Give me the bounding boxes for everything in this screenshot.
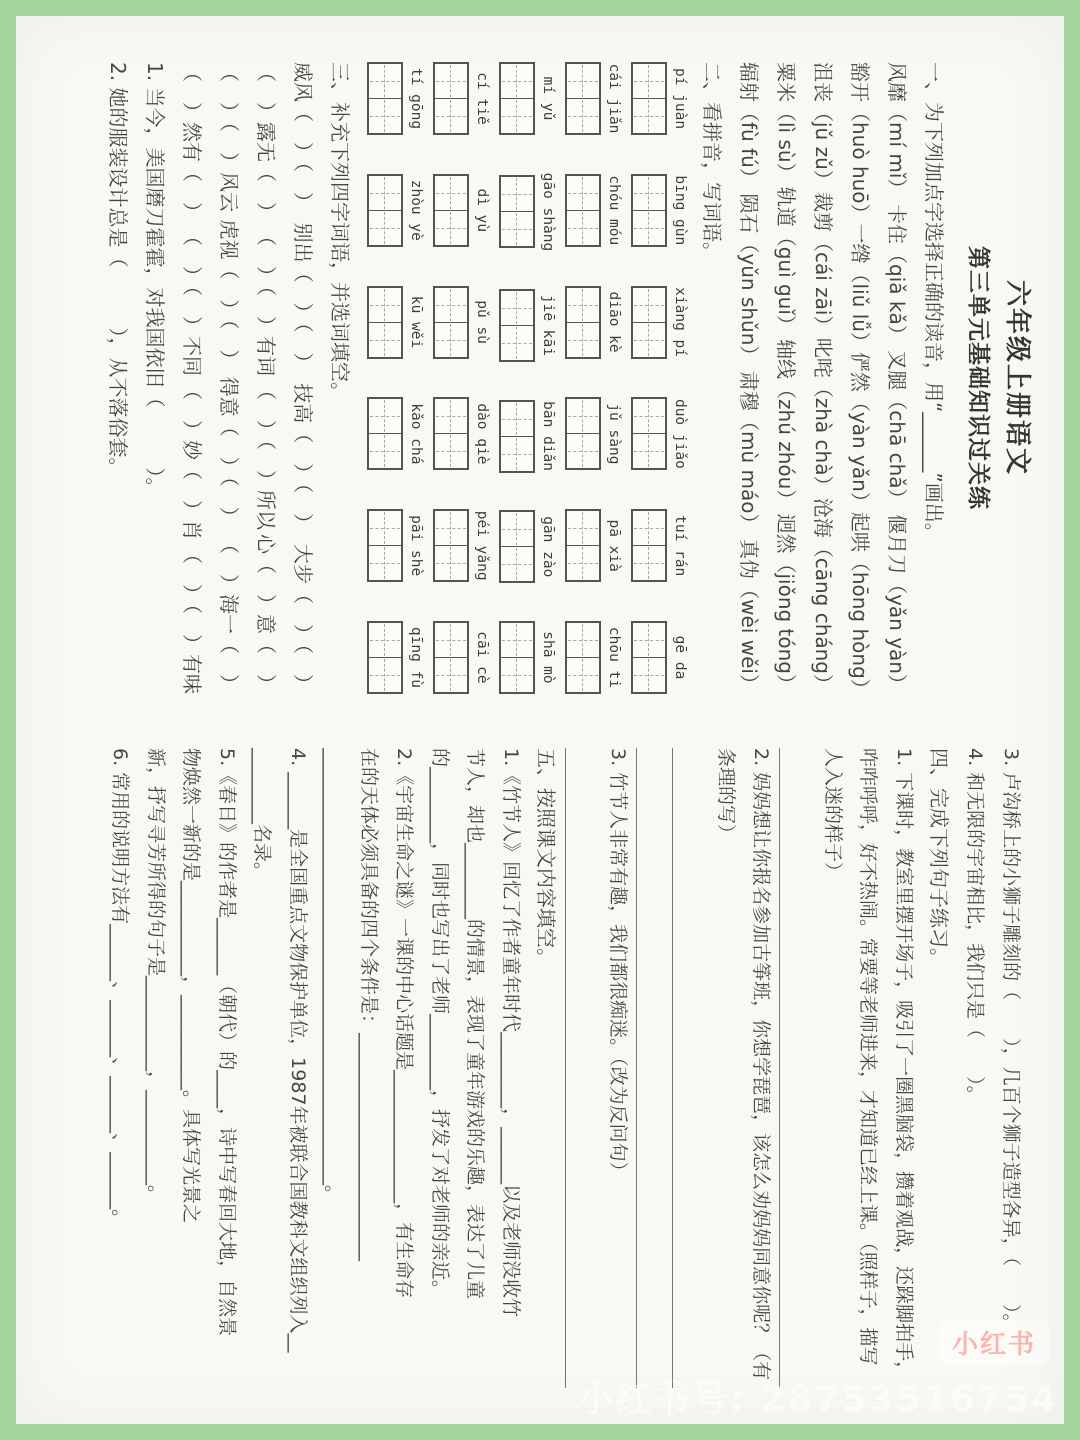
idiom-blank: （ ）海一（ ） bbox=[217, 533, 241, 694]
worksheet-text-line: 的________，同时也写出了老师________，抒发了对老师的亲近。 bbox=[429, 748, 451, 1300]
idiom-blank: （ ）（ ）所以 bbox=[254, 380, 278, 530]
pronunciation-choice-row bbox=[730, 62, 767, 694]
writing-grid-cell bbox=[501, 657, 533, 692]
writing-grid-cell bbox=[567, 545, 599, 580]
worksheet-text-line: 4. ______是全国重点文物保护单位，1987年被联合国教科文组织列入__ bbox=[287, 748, 309, 1353]
writing-grid-cell bbox=[633, 288, 665, 322]
pinyin-unit bbox=[367, 174, 424, 247]
idiom-blank: 大步（ ）（ ） bbox=[291, 543, 315, 694]
pinyin-label: gē da bbox=[672, 635, 688, 680]
pinyin-label: zhòu yè bbox=[408, 179, 424, 241]
word-pronunciation-pair: 风靡（mí mǐ） bbox=[885, 62, 909, 199]
writing-grid-cell bbox=[501, 211, 533, 246]
pinyin-label: qīng fù bbox=[408, 626, 424, 689]
writing-grid-cell bbox=[435, 288, 467, 322]
worksheet-text-line: 咋咋呼呼，好不热闹。常要等老师进来，才知道已经上课。（照样子，描写 bbox=[857, 748, 880, 1366]
word-pronunciation-pair: 轴线（zhú zhóu） bbox=[774, 339, 798, 510]
character-writing-box bbox=[367, 397, 403, 470]
idiom-blank: 别出（ ）（ ） bbox=[291, 222, 315, 373]
writing-grid-cell bbox=[501, 512, 533, 546]
character-writing-box bbox=[499, 621, 535, 694]
writing-grid-cell bbox=[369, 545, 401, 580]
answer-blank-line bbox=[780, 748, 815, 1388]
idiom-completion-row bbox=[210, 62, 247, 694]
pinyin-label: pǔ sù bbox=[474, 300, 490, 344]
writing-grid-cell bbox=[369, 511, 401, 545]
writing-grid-cell bbox=[435, 511, 467, 545]
writing-grid-cell bbox=[567, 322, 599, 357]
writing-grid-cell bbox=[633, 98, 665, 133]
pinyin-label: bīng gùn bbox=[672, 175, 688, 246]
xiaohongshu-id-watermark: 小红书号: 28753516754 bbox=[577, 1379, 1058, 1420]
pinyin-unit bbox=[499, 289, 556, 362]
writing-grid-cell bbox=[567, 511, 599, 545]
idiom-completion-row bbox=[247, 62, 284, 694]
writing-grid-cell bbox=[633, 657, 665, 692]
pronunciation-choice-row bbox=[767, 62, 804, 694]
worksheet-first-column bbox=[16, 16, 1064, 718]
character-writing-box bbox=[367, 286, 403, 359]
pinyin-label: cái jiǎn bbox=[606, 63, 622, 134]
pinyin-label: pā xià bbox=[606, 519, 622, 572]
character-writing-box bbox=[433, 621, 469, 694]
word-pronunciation-pair: 叉腿（chā chǎ） bbox=[885, 350, 909, 509]
pinyin-unit bbox=[565, 509, 622, 582]
worksheet-text-line: 5.《春日》的作者是______（朝代）的____，诗中写春回大地，自然景 bbox=[216, 748, 238, 1337]
pinyin-unit bbox=[565, 397, 622, 470]
idiom-blank: （ ）（ ）不同 bbox=[180, 226, 204, 376]
worksheet-text-line: 新，抒写寻芳所得的句子是__________，__________。 bbox=[145, 748, 167, 1205]
writing-grid-cell bbox=[501, 623, 533, 657]
idiom-blank: 技高（ ）（ ） bbox=[291, 383, 315, 534]
pinyin-unit bbox=[631, 621, 688, 694]
character-writing-box bbox=[499, 62, 535, 135]
pinyin-unit bbox=[433, 286, 490, 359]
worksheet-title: 六年级上册语文 bbox=[1002, 279, 1032, 476]
idiom-blank: （ ）（ ）风云 bbox=[217, 62, 241, 212]
pinyin-label: xiàng pí bbox=[672, 287, 688, 358]
worksheet-text-line: 节人，却也________的情景，表现了童年游戏的乐趣，表达了儿童 bbox=[464, 748, 487, 1300]
character-writing-box bbox=[631, 397, 667, 470]
writing-grid-cell bbox=[435, 399, 467, 433]
word-pronunciation-pair: 起哄（hōng hòng） bbox=[848, 511, 872, 699]
character-writing-box bbox=[433, 174, 469, 247]
writing-grid-cell bbox=[567, 288, 599, 322]
writing-grid-cell bbox=[501, 402, 533, 436]
pinyin-unit bbox=[631, 397, 688, 470]
character-writing-box bbox=[367, 174, 403, 247]
pinyin-row bbox=[433, 62, 490, 694]
character-writing-box bbox=[367, 509, 403, 582]
word-pronunciation-pair: 裁剪（cái zāi） bbox=[811, 192, 835, 336]
pinyin-row bbox=[631, 62, 688, 694]
character-writing-box bbox=[433, 397, 469, 470]
word-pronunciation-pair: 一绺（liǔ lǚ） bbox=[848, 223, 872, 352]
pinyin-unit bbox=[631, 174, 688, 247]
worksheet-text-line: 2.《宇宙生命之谜》一课的中心话题是______________，有生命存 bbox=[393, 748, 416, 1299]
character-writing-box bbox=[631, 621, 667, 694]
writing-grid-cell bbox=[369, 322, 401, 357]
writing-grid-cell bbox=[435, 657, 467, 692]
idiom-blank: 心（ ）意（ ） bbox=[254, 534, 278, 694]
pinyin-label: dì yù bbox=[474, 188, 490, 233]
pinyin-unit bbox=[499, 510, 556, 583]
character-writing-box bbox=[565, 174, 601, 247]
character-writing-box bbox=[433, 286, 469, 359]
answer-blank-line bbox=[637, 748, 672, 1388]
writing-grid-cell bbox=[633, 210, 665, 245]
pinyin-unit bbox=[565, 286, 622, 359]
word-pronunciation-pair: 卡住（qiǎ kǎ） bbox=[885, 204, 909, 345]
pinyin-unit bbox=[565, 174, 622, 247]
pinyin-unit bbox=[433, 621, 490, 694]
character-writing-box bbox=[499, 289, 535, 362]
section-heading: 四、完成下列句子练习。 bbox=[927, 748, 951, 968]
word-pronunciation-pair: 叱咤（zhà chà） bbox=[811, 337, 835, 496]
writing-grid-cell bbox=[633, 176, 665, 210]
character-writing-box bbox=[631, 286, 667, 359]
pinyin-label: kǎo chá bbox=[408, 403, 424, 465]
idiom-blank: （ ）（ ）有味 bbox=[180, 544, 204, 694]
pinyin-unit bbox=[433, 62, 490, 135]
character-writing-box bbox=[499, 175, 535, 248]
answer-blank-line bbox=[565, 748, 600, 1388]
worksheet-text-line: 4. 和无限的宇宙相比，我们只是（ ）。 bbox=[964, 748, 987, 1105]
section3-heading: 三、补充下列四字词语，并选词填空。 bbox=[328, 62, 352, 402]
pinyin-label: chóu móu bbox=[606, 175, 622, 246]
writing-grid-cell bbox=[369, 64, 401, 98]
pinyin-label: shā mò bbox=[540, 631, 556, 684]
character-writing-box bbox=[631, 62, 667, 135]
pinyin-unit bbox=[631, 509, 688, 582]
writing-grid-cell bbox=[435, 623, 467, 657]
pinyin-label: pí juàn bbox=[672, 67, 688, 130]
writing-grid-cell bbox=[501, 98, 533, 133]
worksheet-text-line: ________名录。 bbox=[251, 748, 274, 882]
writing-grid-cell bbox=[369, 210, 401, 245]
writing-grid-cell bbox=[567, 399, 599, 433]
pinyin-label: cāi cè bbox=[474, 631, 490, 684]
pinyin-label: chōu ti bbox=[606, 626, 622, 689]
worksheet-second-column bbox=[16, 718, 1064, 1424]
character-writing-box bbox=[367, 62, 403, 135]
pinyin-row bbox=[565, 62, 622, 694]
pinyin-label: gāo shàng bbox=[540, 172, 556, 252]
writing-grid-cell bbox=[567, 98, 599, 133]
pinyin-label: bān diǎn bbox=[540, 401, 556, 472]
character-writing-box bbox=[565, 62, 601, 135]
writing-grid-cell bbox=[633, 322, 665, 357]
word-pronunciation-pair: 迥然（jiǒng tóng） bbox=[774, 513, 798, 694]
pinyin-row bbox=[499, 62, 556, 694]
character-writing-box bbox=[499, 400, 535, 473]
pinyin-unit bbox=[499, 173, 556, 252]
xiaohongshu-logo-badge: 小红书 bbox=[938, 1319, 1050, 1366]
pinyin-unit bbox=[367, 509, 424, 582]
character-writing-box bbox=[499, 510, 535, 583]
worksheet-text-line: 物焕然一新的是__________，__________。具体写光景之 bbox=[180, 748, 203, 1224]
section2-pinyin-writing-grid bbox=[367, 62, 688, 694]
writing-grid-cell bbox=[567, 433, 599, 468]
section3-fill-items bbox=[99, 62, 173, 694]
writing-grid-cell bbox=[369, 288, 401, 322]
worksheet-text-line: 条理的写） bbox=[715, 748, 737, 844]
worksheet-subtitle: 第三单元基础知识过关练 bbox=[965, 246, 991, 510]
section3-idiom-rows bbox=[173, 62, 321, 694]
pinyin-label: jǔ sàng bbox=[606, 403, 622, 465]
word-pronunciation-pair: 真伪（wèi wěi） bbox=[737, 539, 761, 694]
character-writing-box bbox=[433, 509, 469, 582]
worksheet-text-line: 2. 妈妈想让你报名参加古筝班，你想学琵琶，该怎么劝妈妈同意你呢？（有 bbox=[750, 748, 773, 1381]
character-writing-box bbox=[565, 621, 601, 694]
idiom-blank: 虎视（ ）（ ） bbox=[217, 219, 241, 370]
word-pronunciation-pair: 粟米（lì sù） bbox=[774, 62, 798, 183]
writing-grid-cell bbox=[435, 433, 467, 468]
character-writing-box bbox=[631, 174, 667, 247]
writing-grid-cell bbox=[369, 399, 401, 433]
word-pronunciation-pair: 辐射（fù fú） bbox=[737, 62, 761, 188]
word-pronunciation-pair: 偃月刀（yǎn yàn） bbox=[885, 514, 909, 694]
word-pronunciation-pair: 俨然（yàn yǎn） bbox=[848, 351, 872, 512]
fill-in-sentence: 2. 她的服装设计总是（ ），从不落俗套。 bbox=[106, 62, 130, 478]
pronunciation-choice-row bbox=[804, 62, 841, 694]
worksheet-text-line: 3. 卢沟桥上的小狮子雕刻的（ ），几百个狮子造型各异，（ ）。 bbox=[1000, 748, 1022, 1333]
section-heading: 五、按照课文内容填空。 bbox=[534, 748, 558, 968]
pinyin-unit bbox=[631, 62, 688, 135]
section2-heading: 二、看拼音，写词语。 bbox=[700, 62, 724, 262]
writing-grid-cell bbox=[567, 176, 599, 210]
pinyin-label: gān zào bbox=[540, 516, 556, 578]
writing-grid-cell bbox=[567, 623, 599, 657]
character-writing-box bbox=[631, 509, 667, 582]
section1-pronunciation-rows bbox=[730, 62, 915, 699]
pronunciation-choice-row bbox=[841, 62, 878, 699]
word-pronunciation-pair: 沧海（cāng cháng） bbox=[811, 497, 835, 694]
writing-grid-cell bbox=[435, 322, 467, 357]
word-pronunciation-pair: 沮丧（jǔ zǔ） bbox=[811, 62, 835, 190]
worksheet-text-line: 3. 竹节人非常有趣，我们都很痴迷。（改为反问句） bbox=[607, 748, 630, 1181]
writing-grid-cell bbox=[567, 210, 599, 245]
character-writing-box bbox=[433, 62, 469, 135]
pinyin-unit bbox=[499, 621, 556, 694]
pinyin-unit bbox=[433, 397, 490, 470]
writing-grid-cell bbox=[369, 657, 401, 692]
writing-grid-cell bbox=[633, 64, 665, 98]
idiom-blank: （ ）然有（ ） bbox=[180, 62, 204, 222]
writing-grid-cell bbox=[501, 436, 533, 471]
pinyin-label: jiē kāi bbox=[540, 294, 556, 356]
section1-heading: 一、为下列加点字选择正确的读音，用“______”画出。 bbox=[922, 62, 946, 543]
pinyin-unit bbox=[367, 62, 424, 135]
worksheet-text-line: 1.《竹节人》回忆了作者童年时代________，______以及老师没收竹 bbox=[500, 748, 522, 1318]
pinyin-label: diāo kè bbox=[606, 291, 622, 353]
rotated-scan-content bbox=[16, 16, 1064, 1424]
idiom-completion-row bbox=[173, 62, 210, 694]
writing-grid-cell bbox=[633, 545, 665, 580]
writing-grid-cell bbox=[567, 657, 599, 692]
idiom-blank: （ ）露无（ ） bbox=[254, 62, 278, 222]
idiom-blank: （ ）（ ）有词 bbox=[254, 226, 278, 376]
writing-grid-cell bbox=[501, 325, 533, 360]
writing-grid-cell bbox=[369, 176, 401, 210]
writing-grid-cell bbox=[369, 98, 401, 133]
worksheet-text-line: 1. 下课时，教室里摆开场子，吸引了一圈黑脑袋，攒着观战，还跺脚拍手， bbox=[893, 748, 915, 1381]
pinyin-unit bbox=[367, 286, 424, 359]
idiom-blank: （ ）妙（ ）肖 bbox=[180, 380, 204, 540]
writing-grid-cell bbox=[435, 176, 467, 210]
pinyin-unit bbox=[565, 62, 622, 135]
writing-grid-cell bbox=[435, 210, 467, 245]
pinyin-unit bbox=[499, 400, 556, 473]
pinyin-label: tuí rán bbox=[672, 515, 688, 577]
pinyin-label: tí gōng bbox=[408, 67, 424, 130]
pinyin-unit bbox=[499, 62, 556, 135]
word-pronunciation-pair: 肃穆（mù máo） bbox=[737, 371, 761, 534]
word-pronunciation-pair: 豁开（huò huō） bbox=[848, 62, 872, 224]
writing-grid-cell bbox=[633, 511, 665, 545]
writing-grid-cell bbox=[435, 545, 467, 580]
writing-grid-cell bbox=[567, 64, 599, 98]
writing-grid-cell bbox=[435, 64, 467, 98]
writing-grid-cell bbox=[435, 98, 467, 133]
pinyin-unit bbox=[367, 397, 424, 470]
worksheet-text-line: 人入迷的样子） bbox=[822, 748, 844, 882]
pinyin-label: péi yǎng bbox=[474, 510, 490, 581]
idiom-blank: 威风（ ）（ ） bbox=[291, 62, 315, 212]
idiom-completion-row bbox=[284, 62, 321, 694]
pinyin-label: kū wěi bbox=[408, 295, 424, 349]
writing-grid-cell bbox=[633, 623, 665, 657]
pinyin-label: dào qiè bbox=[474, 403, 490, 465]
word-pronunciation-pair: 陨石（yǔn shǔn） bbox=[737, 193, 761, 366]
answer-blank-line bbox=[673, 748, 708, 1388]
worksheet-text-line: 6. 常用的说明方法有______、______、______、______。 bbox=[109, 748, 132, 1229]
character-writing-box bbox=[565, 397, 601, 470]
pinyin-unit bbox=[433, 174, 490, 247]
pinyin-label: mí yǔ bbox=[540, 76, 556, 121]
pinyin-unit bbox=[631, 286, 688, 359]
pinyin-unit bbox=[367, 621, 424, 694]
character-writing-box bbox=[367, 621, 403, 694]
writing-grid-cell bbox=[369, 433, 401, 468]
writing-grid-cell bbox=[633, 399, 665, 433]
pinyin-label: cí tiě bbox=[474, 72, 490, 125]
fill-in-sentence: 1. 当今，美国磨刀霍霍，对我国依旧（ ）。 bbox=[143, 62, 167, 498]
pinyin-unit bbox=[565, 621, 622, 694]
word-pronunciation-pair: 轨道（guì guǐ） bbox=[774, 186, 798, 335]
writing-grid-cell bbox=[501, 64, 533, 98]
worksheet-text-line: ______________________________________________。 bbox=[322, 748, 345, 1205]
pinyin-label: pāi shè bbox=[408, 515, 424, 577]
writing-grid-cell bbox=[369, 623, 401, 657]
worksheet-page bbox=[16, 16, 1064, 1424]
writing-grid-cell bbox=[501, 291, 533, 325]
writing-grid-cell bbox=[633, 433, 665, 468]
writing-grid-cell bbox=[501, 177, 533, 211]
worksheet-text-line: 在的天体必须具备的四个条件是：________________________ bbox=[358, 748, 380, 1262]
pronunciation-choice-row bbox=[878, 62, 915, 694]
idiom-blank: 得意（ ）（ ） bbox=[217, 376, 241, 527]
writing-grid-cell bbox=[501, 546, 533, 581]
pinyin-label: duò jiǎo bbox=[672, 398, 688, 469]
pinyin-unit bbox=[433, 509, 490, 582]
character-writing-box bbox=[565, 509, 601, 582]
character-writing-box bbox=[565, 286, 601, 359]
pinyin-row bbox=[367, 62, 424, 694]
